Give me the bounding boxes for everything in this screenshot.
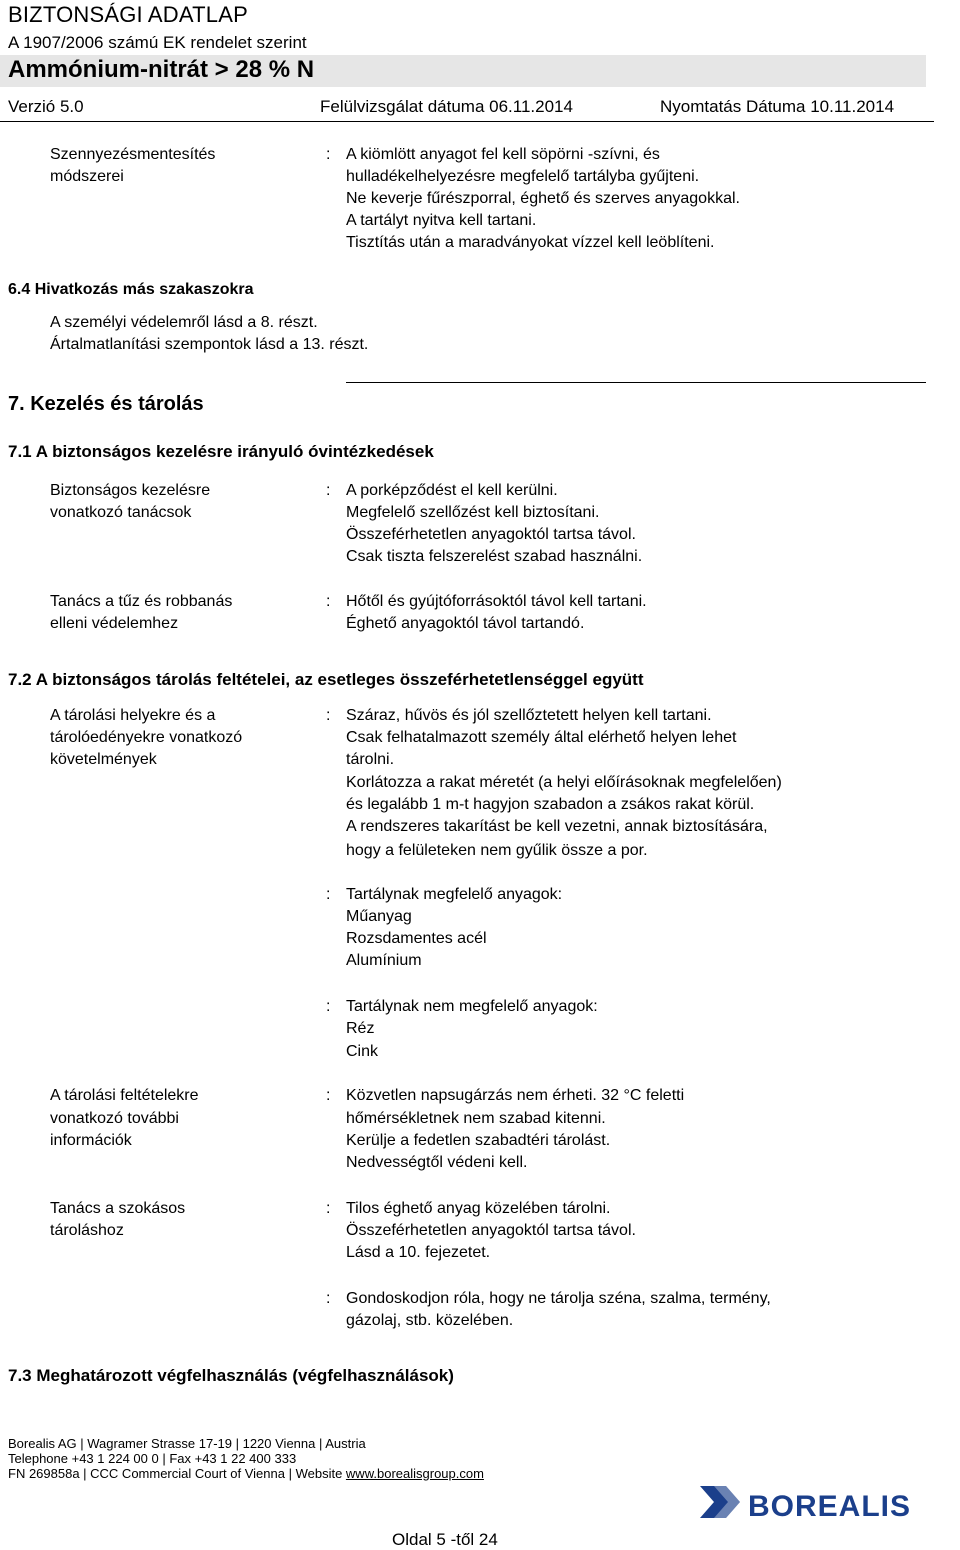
separator-colon: :	[326, 482, 331, 499]
document-title: BIZTONSÁGI ADATLAP	[8, 2, 248, 27]
revision-date: Felülvizsgálat dátuma 06.11.2014	[320, 97, 573, 116]
separator-colon: :	[326, 1087, 331, 1104]
header-divider	[0, 121, 934, 122]
usual-storage-label-line: tároláshoz	[50, 1222, 124, 1239]
incompatible-materials-line: Tartálynak nem megfelelő anyagok:	[346, 998, 598, 1015]
conditions-text-line: Kerülje a fedetlen szabadtéri tárolást.	[346, 1132, 611, 1149]
fire-label-line: Tanács a tűz és robbanás	[50, 593, 233, 610]
footer-company-text: FN 269858a | CCC Commercial Court of Vienna | Website	[8, 1466, 346, 1481]
borealis-logo-mark	[696, 1480, 954, 1524]
storage-text-line: Száraz, hűvös és jól szellőztetett helyen kell tartani.	[346, 707, 712, 724]
usual-storage-text-line: Tilos éghető anyag közelében tárolni.	[346, 1200, 611, 1217]
storage-label-line: A tárolási helyekre és a	[50, 707, 216, 724]
handling-text-line: A porképződést el kell kerülni.	[346, 482, 558, 499]
compatible-materials-line: Tartálynak megfelelő anyagok:	[346, 886, 563, 903]
cleanup-label-line: módszerei	[50, 168, 124, 185]
cleanup-text-line: hulladékelhelyezésre megfelelő tartályba gyűjteni.	[346, 168, 700, 185]
storage-label-line: követelmények	[50, 751, 157, 768]
storage-text-line: tárolni.	[346, 751, 395, 768]
product-name: Ammónium-nitrát > 28 % N	[8, 56, 315, 83]
conditions-label-line: A tárolási feltételekre	[50, 1087, 199, 1104]
conditions-label-line: információk	[50, 1132, 132, 1149]
usual-storage-text-line: Lásd a 10. fejezetet.	[346, 1244, 491, 1261]
storage-text-line: és legalább 1 m-t hagyjon szabadon a zsákos rakat körül.	[346, 796, 755, 813]
storage-note-line: Gondoskodjon róla, hogy ne tárolja széna, szalma, termény,	[346, 1290, 771, 1307]
version: Verzió 5.0	[8, 97, 84, 116]
footer-company	[8, 1466, 484, 1481]
footer-phone: Telephone +43 1 224 00 0 | Fax +43 1 22 400 333	[8, 1451, 297, 1466]
storage-note-line: gázolaj, stb. közelében.	[346, 1312, 514, 1329]
cleanup-text-line: Ne keverje fűrészporral, éghető és szerves anyagokkal.	[346, 190, 740, 207]
conditions-text-line: hőmérsékletnek nem szabad kitenni.	[346, 1110, 606, 1127]
separator-colon: :	[326, 1200, 331, 1217]
conditions-label-line: vonatkozó további	[50, 1110, 179, 1127]
separator-colon: :	[326, 707, 331, 724]
storage-text-line: hogy a felületeken nem gyűlik össze a por.	[346, 842, 648, 859]
cleanup-text-line: A kiömlött anyagot fel kell söpörni -szívni, és	[346, 146, 660, 163]
conditions-text-line: Közvetlen napsugárzás nem érheti. 32 °C feletti	[346, 1087, 685, 1104]
separator-colon: :	[326, 146, 331, 163]
cleanup-label-line: Szennyezésmentesítés	[50, 146, 216, 163]
reference-line: Ártalmatlanítási szempontok lásd a 13. részt.	[50, 336, 369, 353]
handling-text-line: Megfelelő szellőzést kell biztosítani.	[346, 504, 600, 521]
page-number: Oldal 5 -től 24	[392, 1530, 498, 1549]
incompatible-materials-line: Réz	[346, 1020, 375, 1037]
separator-colon: :	[326, 1290, 331, 1307]
footer-address: Borealis AG | Wagramer Strasse 17-19 | 1220 Vienna | Austria	[8, 1436, 366, 1451]
usual-storage-label-line: Tanács a szokásos	[50, 1200, 186, 1217]
reference-line: A személyi védelemről lásd a 8. részt.	[50, 314, 318, 331]
borealis-logo	[696, 1480, 954, 1524]
regulation-reference: A 1907/2006 számú EK rendelet szerint	[8, 33, 307, 52]
separator-colon: :	[326, 886, 331, 903]
storage-text-line: Csak felhatalmazott személy által elérhető helyen lehet	[346, 729, 737, 746]
handling-text-line: Csak tiszta felszerelést szabad használni.	[346, 548, 643, 565]
incompatible-materials-line: Cink	[346, 1043, 379, 1060]
storage-label-line: tárolóedényekre vonatkozó	[50, 729, 243, 746]
usual-storage-text-line: Összeférhetetlen anyagoktól tartsa távol.	[346, 1222, 636, 1239]
logo-wordmark: BOREALIS	[748, 1490, 912, 1523]
separator-colon: :	[326, 593, 331, 610]
cleanup-text-line: Tisztítás után a maradványokat vízzel kell leöblíteni.	[346, 234, 715, 251]
section-heading-7-2: 7.2 A biztonságos tárolás feltételei, az esetleges összeférhetetlenséggel együtt	[8, 670, 644, 689]
fire-text-line: Hőtől és gyújtóforrásoktól távol kell tartani.	[346, 593, 647, 610]
handling-label-line: Biztonságos kezelésre	[50, 482, 211, 499]
compatible-materials-line: Műanyag	[346, 908, 412, 925]
separator-colon: :	[326, 998, 331, 1015]
handling-text-line: Összeférhetetlen anyagoktól tartsa távol.	[346, 526, 636, 543]
website-link[interactable]: www.borealisgroup.com	[345, 1466, 484, 1481]
section-heading-6-4: 6.4 Hivatkozás más szakaszokra	[8, 281, 254, 298]
section-heading-7-1: 7.1 A biztonságos kezelésre irányuló óvintézkedések	[8, 442, 434, 461]
compatible-materials-line: Rozsdamentes acél	[346, 930, 487, 947]
section-divider	[346, 382, 926, 383]
storage-text-line: Korlátozza a rakat méretét (a helyi előírásoknak megfelelően)	[346, 774, 782, 791]
cleanup-text-line: A tartályt nyitva kell tartani.	[346, 212, 537, 229]
compatible-materials-line: Alumínium	[346, 952, 422, 969]
section-heading-7-3: 7.3 Meghatározott végfelhasználás (végfelhasználások)	[8, 1366, 454, 1385]
fire-text-line: Éghető anyagoktól távol tartandó.	[346, 615, 585, 632]
section-heading-7: 7. Kezelés és tárolás	[8, 393, 204, 415]
handling-label-line: vonatkozó tanácsok	[50, 504, 192, 521]
print-date: Nyomtatás Dátuma 10.11.2014	[660, 97, 895, 116]
fire-label-line: elleni védelemhez	[50, 615, 179, 632]
storage-text-line: A rendszeres takarítást be kell vezetni, annak biztosítására,	[346, 818, 768, 835]
conditions-text-line: Nedvességtől védeni kell.	[346, 1154, 528, 1171]
